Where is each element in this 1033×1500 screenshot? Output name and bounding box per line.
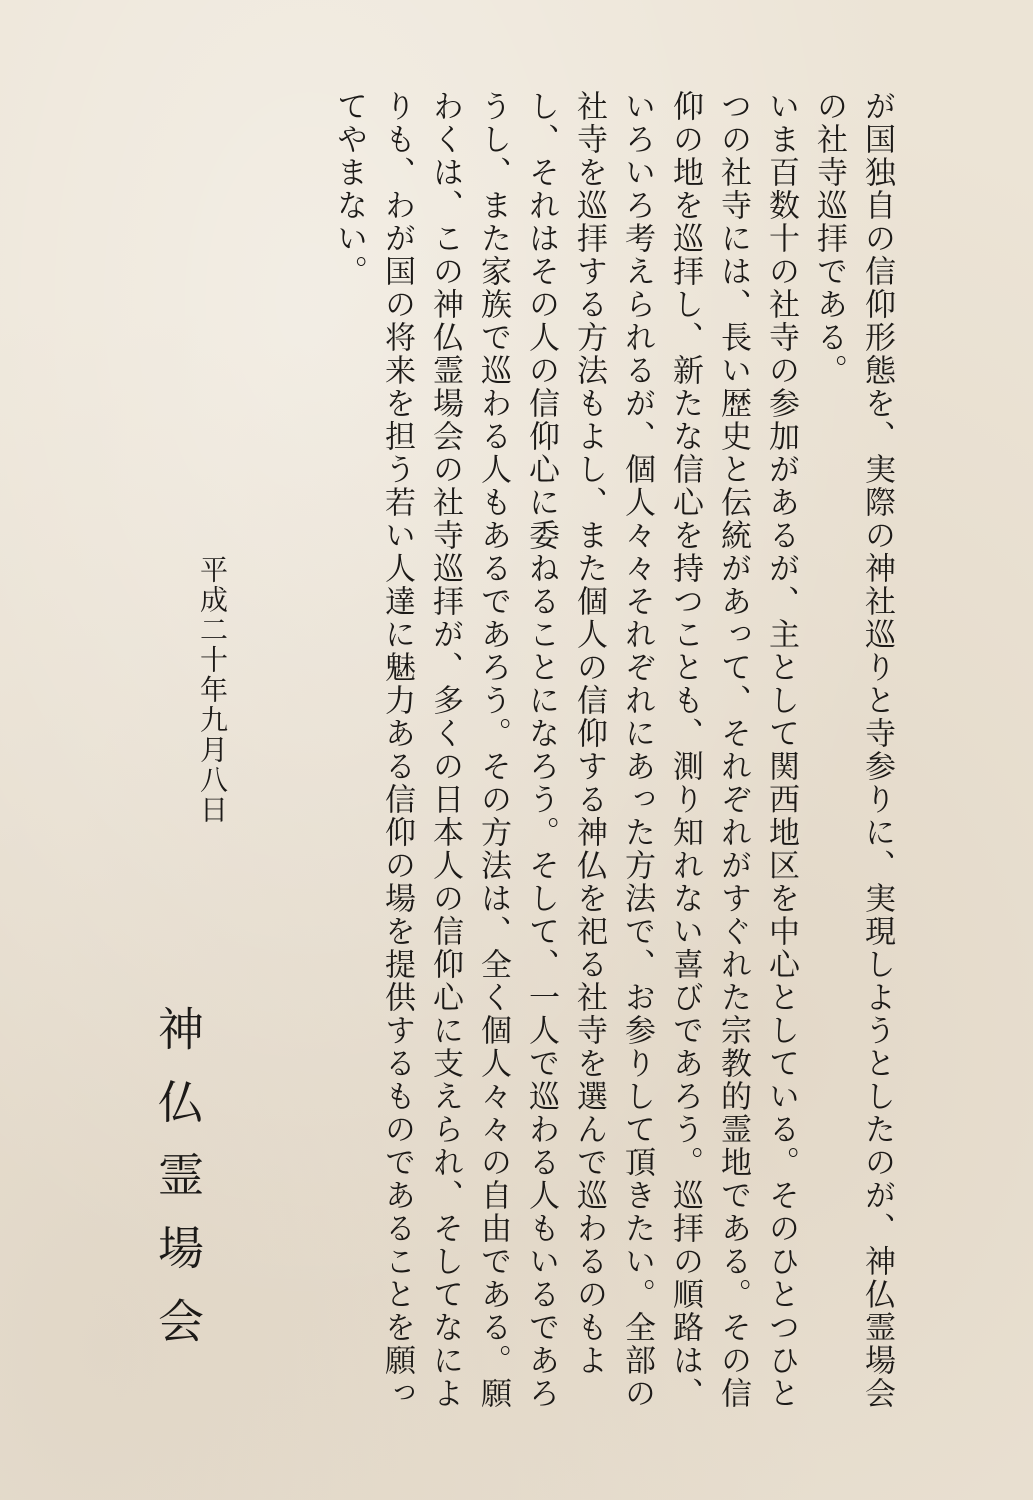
paragraph-1: が国独自の信仰形態を、実際の神社巡りと寺参りに、実現しようとしたのが、神仏霊場会の社寺巡拝である。 [811,90,895,1410]
paragraph-2: いま百数十の社寺の参加があるが、主として関西地区を中心としている。そのひとつひとつの社寺には、長い歴史と伝統があって、それぞれがすぐれた宗教的霊地である。その信仰の地を巡拝し、新たな信心を持つことも、測り知れない喜びであろう。巡拝の順路は、いろいろ考えられるが、個人々々それぞれにあった方法で、お参りして頂きたい。全部の社寺を巡拝する方法もよし、また個人の信仰する神仏を祀る社寺を選んで巡わるのもよし、それはその人の信仰心に委ねることになろう。そして、一人で巡わる人もいるであろうし、また家族で巡わる人もあるであろう。その方法は、全く個人々々の自由である。願わくは、この神仏霊場会の社寺巡拝が、多くの日本人の信仰心に支えられ、そしてなによりも、わが国の将来を担う若い人達に魅力ある信仰の場を提供するものであることを願ってやまない。 [331,90,799,1410]
date: 平成二十年九月八日 [196,555,229,825]
organization-signature: 神仏霊場会 [151,1005,205,1370]
body-text [325,90,901,1430]
